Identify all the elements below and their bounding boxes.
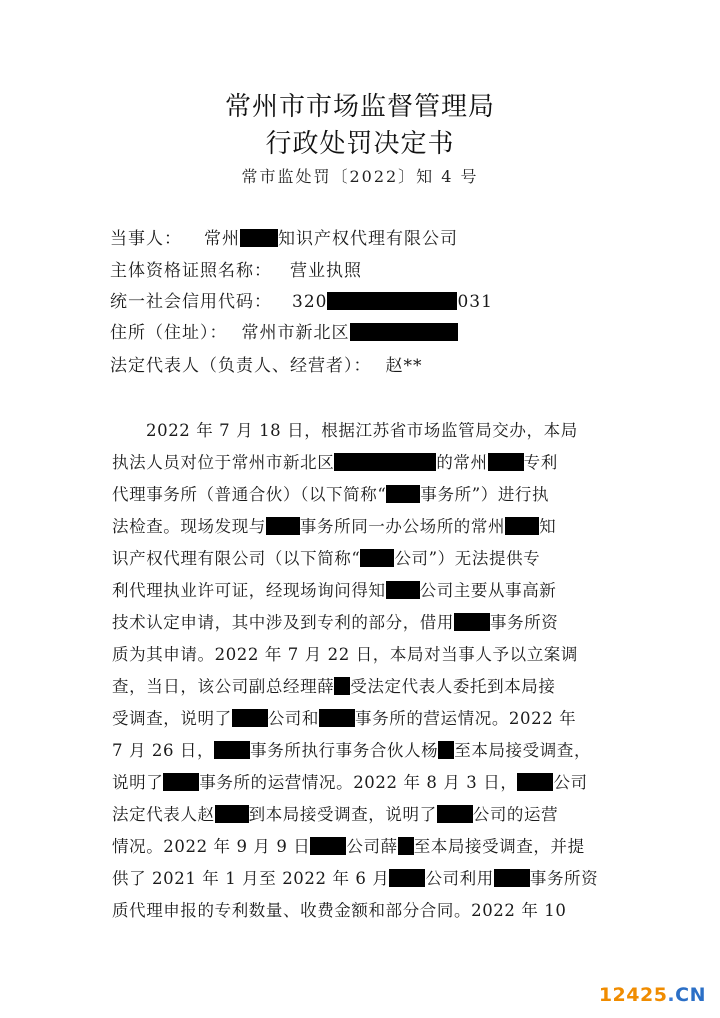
watermark-tld: CN bbox=[675, 984, 706, 1006]
party-name-suffix: 知识产权代理有限公司 bbox=[278, 229, 458, 249]
body-text: 7 月 26 日， bbox=[112, 741, 215, 760]
body-line bbox=[112, 673, 612, 697]
redaction-bar bbox=[327, 292, 457, 310]
site-watermark bbox=[599, 984, 706, 1006]
body-line bbox=[112, 897, 612, 921]
watermark-number: 12425 bbox=[598, 984, 668, 1006]
body-text: 情况。2022 年 9 月 9 日 bbox=[112, 837, 311, 856]
body-line bbox=[112, 801, 612, 825]
body-line bbox=[112, 865, 612, 889]
document-number: 常市监处罚〔2022〕知 4 号 bbox=[241, 167, 479, 186]
body-line bbox=[112, 609, 612, 633]
credit-code-line bbox=[110, 291, 630, 313]
redaction-bar bbox=[386, 581, 420, 599]
redaction-bar bbox=[163, 773, 199, 791]
body-line bbox=[112, 641, 612, 665]
redaction-bar bbox=[232, 709, 268, 727]
body-text: 事务所的营运情况。2022 年 bbox=[355, 709, 577, 728]
redaction-bar bbox=[350, 323, 458, 341]
redaction-bar bbox=[494, 869, 530, 887]
redaction-bar bbox=[437, 805, 473, 823]
watermark-dot: . bbox=[667, 984, 676, 1006]
body-line bbox=[112, 513, 612, 537]
body-text: 到本局接受调查，说明了 bbox=[248, 805, 437, 824]
redaction-bar bbox=[334, 677, 350, 695]
body-text: 事务所执行事务合伙人杨 bbox=[250, 741, 439, 760]
body-line bbox=[112, 769, 612, 793]
body-text: 法定代表人赵 bbox=[112, 805, 215, 824]
body-text: 技术认定申请，其中涉及到专利的部分，借用 bbox=[112, 613, 454, 632]
body-text: 的常州 bbox=[436, 453, 488, 472]
body-text: 公司主要从事高新 bbox=[419, 581, 557, 600]
document-title-type: 行政处罚决定书 bbox=[265, 129, 455, 159]
body-text: 知 bbox=[539, 517, 557, 536]
credit-prefix: 320 bbox=[292, 292, 328, 312]
redaction-bar bbox=[389, 869, 425, 887]
body-text: 2022 年 7 月 18 日，根据江苏省市场监管局交办，本局 bbox=[146, 421, 578, 440]
body-text: 供了 2021 年 1 月至 2022 年 6 月 bbox=[112, 869, 390, 888]
license-line bbox=[110, 260, 630, 282]
body-line bbox=[112, 833, 612, 857]
party-name-prefix: 常州 bbox=[204, 229, 240, 249]
redaction-bar bbox=[505, 517, 539, 535]
body-text: 说明了 bbox=[112, 773, 164, 792]
redaction-bar bbox=[454, 613, 490, 631]
body-text: 专利 bbox=[523, 453, 558, 472]
redaction-bar bbox=[386, 485, 420, 503]
body-text: 公司的运营 bbox=[472, 805, 559, 824]
body-text: 质为其申请。2022 年 7 月 22 日，本局对当事人予以立案调 bbox=[112, 645, 579, 664]
body-line bbox=[146, 417, 646, 441]
body-text: 受调查，说明了 bbox=[112, 709, 232, 728]
body-text: 公司 bbox=[553, 773, 588, 792]
document-title-agency: 常州市市场监督管理局 bbox=[224, 92, 495, 122]
redaction-bar bbox=[214, 741, 250, 759]
redaction-bar bbox=[488, 453, 524, 471]
body-text: 利代理执业许可证，经现场询问得知 bbox=[112, 581, 386, 600]
address-value: 常州市新北区 bbox=[241, 323, 350, 343]
redaction-bar bbox=[334, 453, 436, 471]
body-line bbox=[112, 481, 612, 505]
redaction-bar bbox=[398, 837, 414, 855]
body-line bbox=[112, 737, 612, 761]
license-value: 营业执照 bbox=[290, 261, 362, 281]
address-label: 住所（住址）： bbox=[110, 323, 228, 343]
body-line bbox=[112, 449, 612, 473]
redaction-bar bbox=[319, 709, 355, 727]
body-text: 代理事务所（普通合伙）（以下简称“ bbox=[112, 485, 387, 504]
body-text: 公司利用 bbox=[425, 869, 494, 888]
body-text: 执法人员对位于常州市新北区 bbox=[112, 453, 335, 472]
body-text: 受法定代表人委托到本局接 bbox=[350, 677, 556, 696]
body-text: 事务所资 bbox=[490, 613, 559, 632]
body-text: 至本局接受调查，并提 bbox=[413, 837, 585, 856]
credit-suffix: 031 bbox=[457, 292, 493, 312]
body-line bbox=[112, 705, 612, 729]
body-text: 法检查。现场发现与 bbox=[112, 517, 266, 536]
party-label: 当事人： bbox=[110, 229, 182, 249]
body-text: 公司”）无法提供专 bbox=[394, 549, 541, 568]
address-line bbox=[110, 322, 630, 344]
redaction-bar bbox=[360, 549, 394, 567]
rep-value: 赵** bbox=[385, 356, 423, 376]
redaction-bar bbox=[517, 773, 553, 791]
party-line bbox=[110, 228, 630, 250]
redaction-bar bbox=[266, 517, 300, 535]
body-text: 事务所”）进行执 bbox=[420, 485, 550, 504]
body-text: 事务所的运营情况。2022 年 8 月 3 日， bbox=[199, 773, 518, 792]
redaction-bar bbox=[310, 837, 346, 855]
credit-label: 统一社会信用代码： bbox=[110, 292, 272, 312]
redaction-bar bbox=[215, 805, 249, 823]
rep-label: 法定代表人（负责人、经营者）： bbox=[110, 356, 372, 376]
body-text: 质代理申报的专利数量、收费金额和部分合同。2022 年 10 bbox=[112, 901, 567, 920]
body-line bbox=[112, 545, 612, 569]
body-text: 事务所同一办公场所的常州 bbox=[299, 517, 506, 536]
body-text: 公司和 bbox=[267, 709, 320, 728]
body-text: 事务所资 bbox=[529, 869, 599, 888]
body-line bbox=[112, 577, 612, 601]
license-label: 主体资格证照名称： bbox=[110, 261, 272, 281]
redaction-bar bbox=[438, 741, 454, 759]
body-text: 识产权代理有限公司（以下简称“ bbox=[112, 549, 361, 568]
body-text: 公司薛 bbox=[346, 837, 398, 856]
redaction-bar bbox=[240, 229, 278, 247]
legal-rep-line bbox=[110, 355, 630, 377]
body-text: 至本局接受调查， bbox=[454, 741, 592, 760]
body-text: 查，当日，该公司副总经理薛 bbox=[112, 677, 335, 696]
